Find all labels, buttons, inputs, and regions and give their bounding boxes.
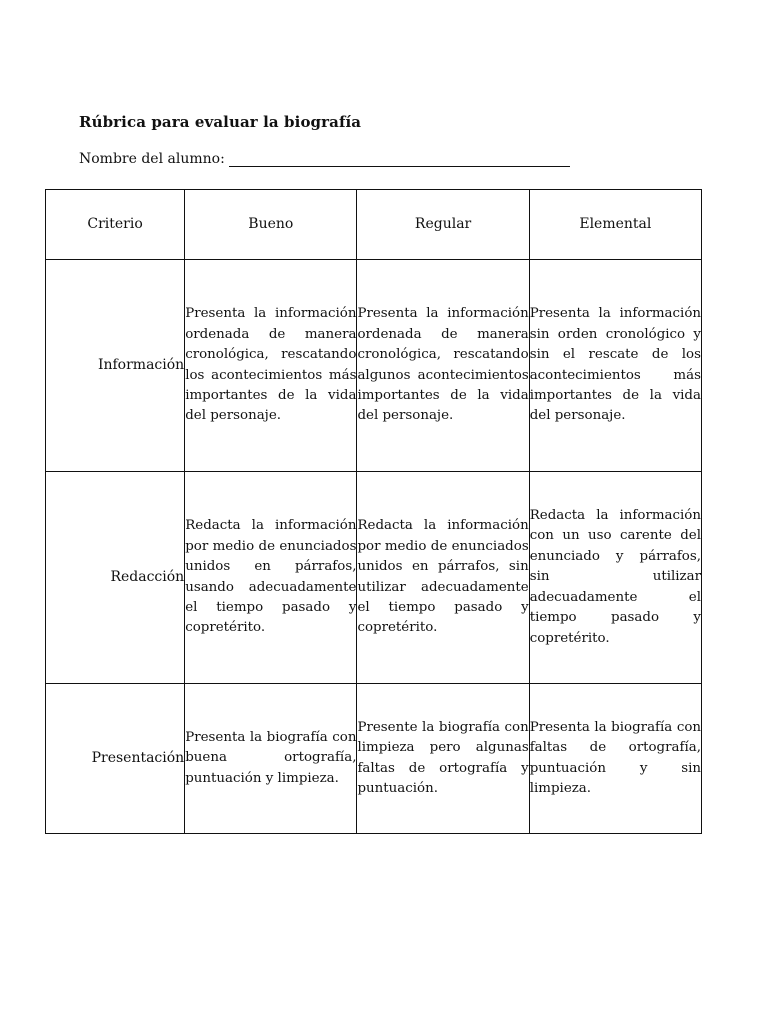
table-row <box>46 684 702 834</box>
elemental-cell: Redacta la información con un uso carente del enunciado y párrafos, sin utilizar adecuadamente el tiempo pasado y copretérito. <box>529 472 701 684</box>
header-elemental: Elemental <box>529 190 701 260</box>
header-regular: Regular <box>357 190 529 260</box>
student-name-label: Nombre del alumno: <box>79 151 225 167</box>
criterio-cell: Información <box>46 260 185 472</box>
bueno-cell: Presenta la biografía con buena ortografía, puntuación y limpieza. <box>185 684 357 834</box>
header-bueno: Bueno <box>185 190 357 260</box>
regular-cell: Redacta la información por medio de enunciados unidos en párrafos, sin utilizar adecuadamente el tiempo pasado y copretérito. <box>357 472 529 684</box>
student-name-line <box>79 151 570 167</box>
rubric-table <box>45 189 702 834</box>
table-row <box>46 260 702 472</box>
criterio-cell: Redacción <box>46 472 185 684</box>
document-title: Rúbrica para evaluar la biografía <box>79 113 362 131</box>
bueno-cell: Presenta la información ordenada de manera cronológica, rescatando los acontecimientos más importantes de la vida del personaje. <box>185 260 357 472</box>
header-criterio: Criterio <box>46 190 185 260</box>
table-row <box>46 472 702 684</box>
regular-cell: Presenta la información ordenada de manera cronológica, rescatando algunos acontecimientos importantes de la vida del personaje. <box>357 260 529 472</box>
regular-cell: Presente la biografía con limpieza pero algunas faltas de ortografía y puntuación. <box>357 684 529 834</box>
elemental-cell: Presenta la información sin orden cronológico y sin el rescate de los acontecimientos más importantes de la vida del personaje. <box>529 260 701 472</box>
criterio-cell: Presentación <box>46 684 185 834</box>
student-name-blank <box>229 151 570 167</box>
header-row <box>46 190 702 260</box>
bueno-cell: Redacta la información por medio de enunciados unidos en párrafos, usando adecuadamente el tiempo pasado y copretérito. <box>185 472 357 684</box>
elemental-cell: Presenta la biografía con faltas de ortografía, puntuación y sin limpieza. <box>529 684 701 834</box>
